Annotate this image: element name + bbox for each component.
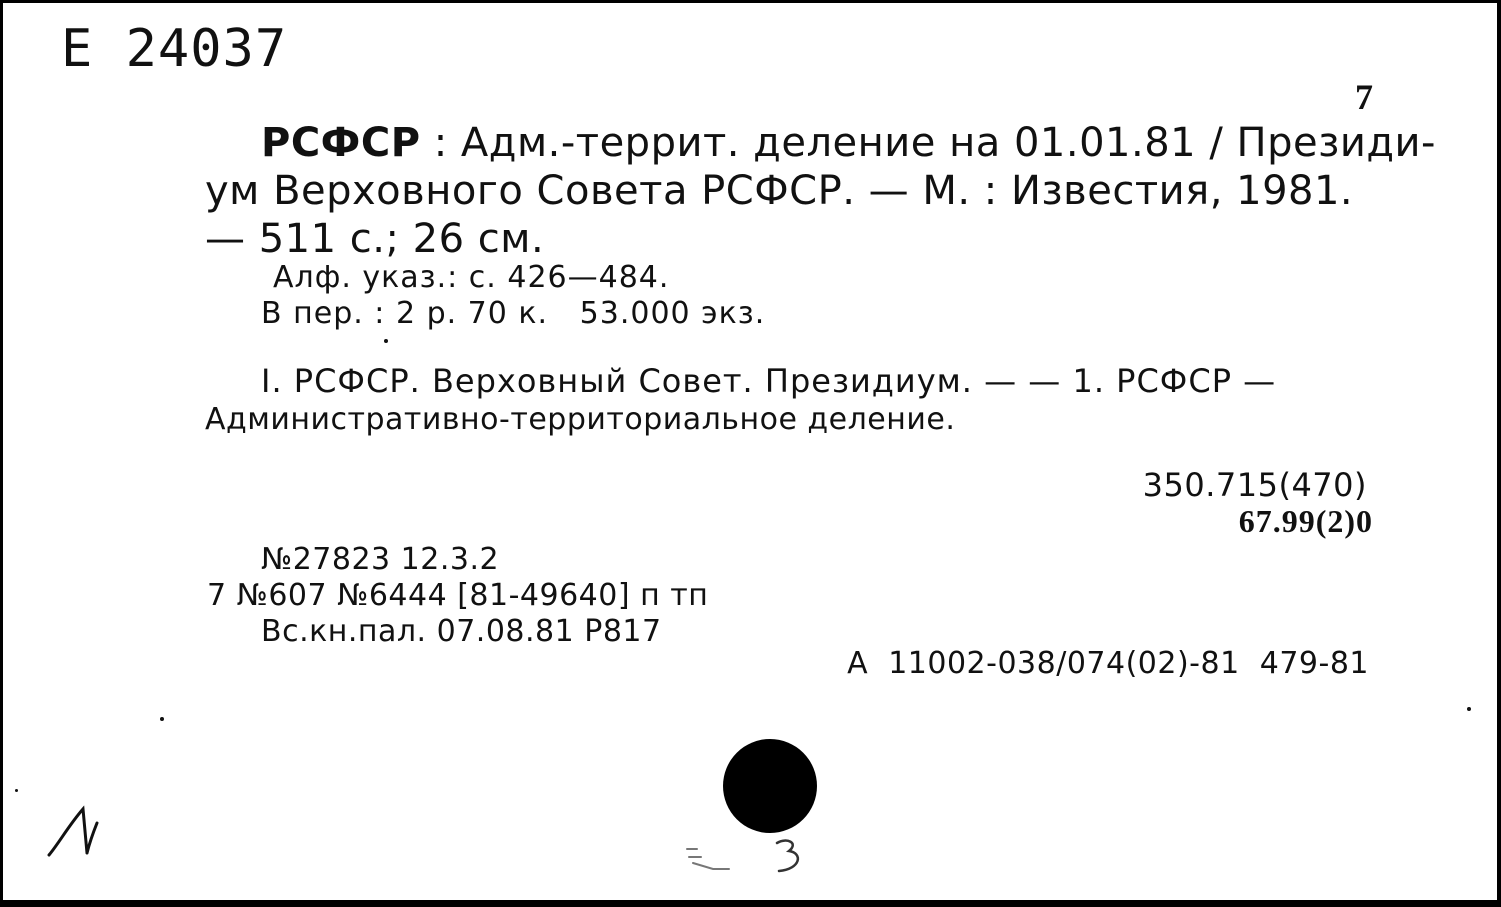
inventory-number: Е 24037 xyxy=(61,19,288,79)
speck xyxy=(384,339,388,343)
speck xyxy=(160,717,164,721)
price-note: В пер. : 2 р. 70 к. 53.000 экз. xyxy=(261,296,766,331)
speck xyxy=(1467,707,1471,711)
record-line-1: №27823 12.3.2 xyxy=(261,542,500,577)
punch-hole xyxy=(723,739,817,833)
subject-headings-line-1: I. РСФСР. Верховный Совет. Президиум. — — 1. РСФСР — xyxy=(261,362,1277,400)
index-note: Алф. указ.: с. 426—484. xyxy=(273,260,670,295)
card-number: 7 xyxy=(1355,77,1373,117)
title-heading: РСФСР xyxy=(261,120,421,166)
title-line-2: ум Верховного Совета РСФСР. — М. : Известия, 1981. xyxy=(205,168,1354,214)
record-line-2: 7 №607 №6444 [81-49640] п тп xyxy=(207,578,709,613)
speck xyxy=(15,789,18,792)
subject-headings-line-2: Административно-территориальное деление. xyxy=(205,402,956,437)
title-rest: : Адм.-террит. деление на 01.01.81 / Президи- xyxy=(420,120,1436,166)
bbk-classification: 67.99(2)0 xyxy=(1238,503,1373,539)
udc-classification: 350.715(470) xyxy=(1142,466,1367,504)
title-line-1 xyxy=(261,120,1436,166)
title-line-3: — 511 с.; 26 см. xyxy=(205,216,545,262)
handwritten-mark-left xyxy=(43,803,103,863)
record-line-3: Вс.кн.пал. 07.08.81 Р817 xyxy=(261,614,662,649)
publisher-code: А 11002-038/074(02)-81 479-81 xyxy=(847,646,1369,681)
handwritten-mark-bottom xyxy=(683,835,823,879)
